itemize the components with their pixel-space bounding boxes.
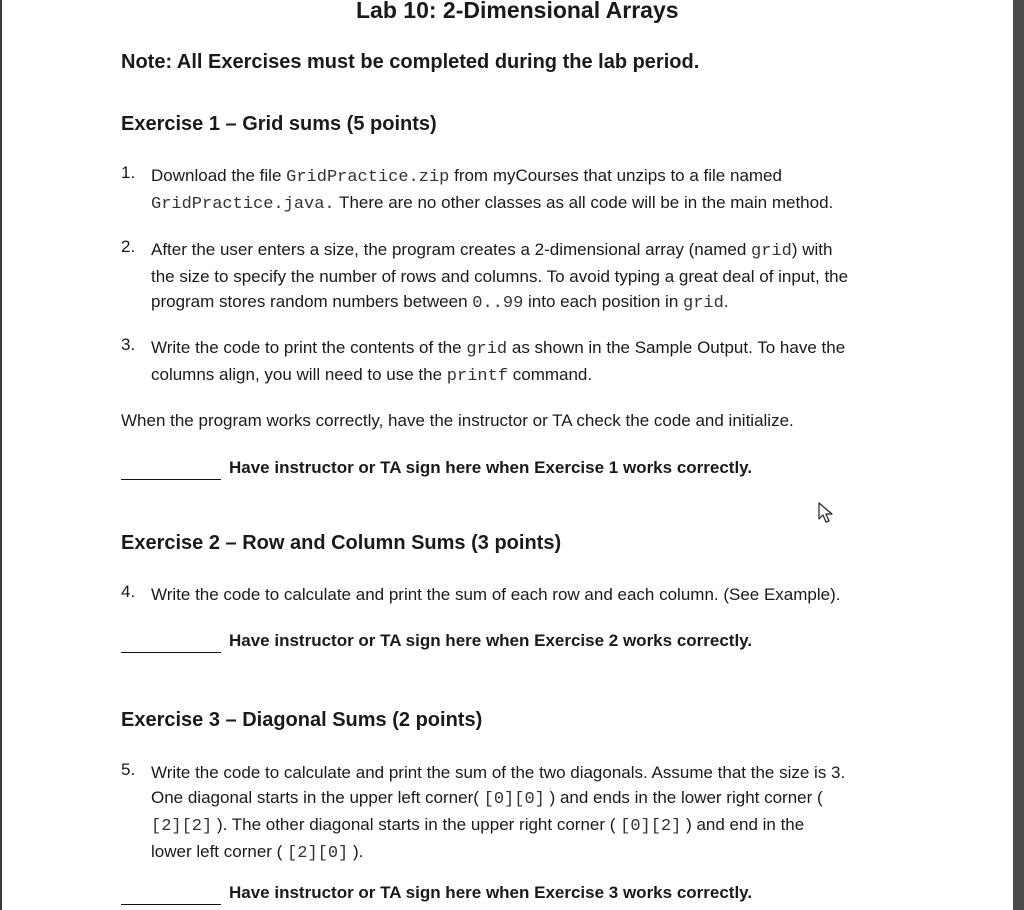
filename-java: GridPractice.java.: [151, 195, 335, 214]
exercise-3-heading: Exercise 3 – Diagonal Sums (2 points): [121, 709, 483, 731]
signature-line[interactable]: [121, 652, 221, 653]
note-text: Note: All Exercises must be completed during the lab period.: [121, 51, 700, 73]
filename-zip: GridPractice.zip: [286, 168, 450, 187]
item-number: 4.: [121, 582, 136, 601]
exercise-2-sign-text: Have instructor or TA sign here when Exercise 2 works correctly.: [229, 631, 753, 650]
exercise-3-item-5: Write the code to calculate and print the sum of the two diagonals. Assume that the size is 3. One diagonal starts in the upper left corner( [0][0] ) and ends in the lower right corner ( [2][2] ). The other diagonal starts in the upper right corner ( [0][2] ) and end in the lower left corner ( [2][0] ).: [151, 763, 846, 863]
exercise-1-sign-text: Have instructor or TA sign here when Exercise 1 works correctly.: [229, 458, 753, 477]
mouse-cursor-icon: [818, 502, 834, 529]
item-number: 5.: [121, 760, 136, 779]
item-number: 1.: [121, 163, 136, 182]
exercise-1-item-3: Write the code to print the contents of the grid as shown in the Sample Output. To have the columns align, you will need to use the printf command.: [151, 338, 846, 386]
exercise-1-item-1: Download the file GridPractice.zip from myCourses that unzips to a file named GridPractice.java. There are no other classes as all code will be in the main method.: [151, 166, 834, 214]
item-number: 3.: [121, 335, 136, 354]
item-number: 2.: [121, 237, 136, 256]
exercise-2-heading: Exercise 2 – Row and Column Sums (3 points): [121, 532, 562, 554]
document-page: [2, 0, 1013, 910]
exercise-2-item-4: Write the code to calculate and print the sum of each row and each column. (See Example).: [151, 585, 841, 604]
page-title: Lab 10: 2-Dimensional Arrays: [356, 0, 679, 23]
exercise-1-heading: Exercise 1 – Grid sums (5 points): [121, 113, 437, 135]
signature-line[interactable]: [121, 479, 221, 480]
exercise-3-sign-text: Have instructor or TA sign here when Exercise 3 works correctly.: [229, 883, 753, 902]
exercise-1-item-2: After the user enters a size, the program creates a 2-dimensional array (named grid) with the size to specify the number of rows and columns. To avoid typing a great deal of input, the program stores random numbers between 0..99 into each position in grid.: [151, 240, 849, 313]
exercise-1-closing: When the program works correctly, have the instructor or TA check the code and initialize.: [121, 411, 794, 430]
window-right-border: [1013, 0, 1024, 910]
signature-line[interactable]: [121, 904, 221, 905]
